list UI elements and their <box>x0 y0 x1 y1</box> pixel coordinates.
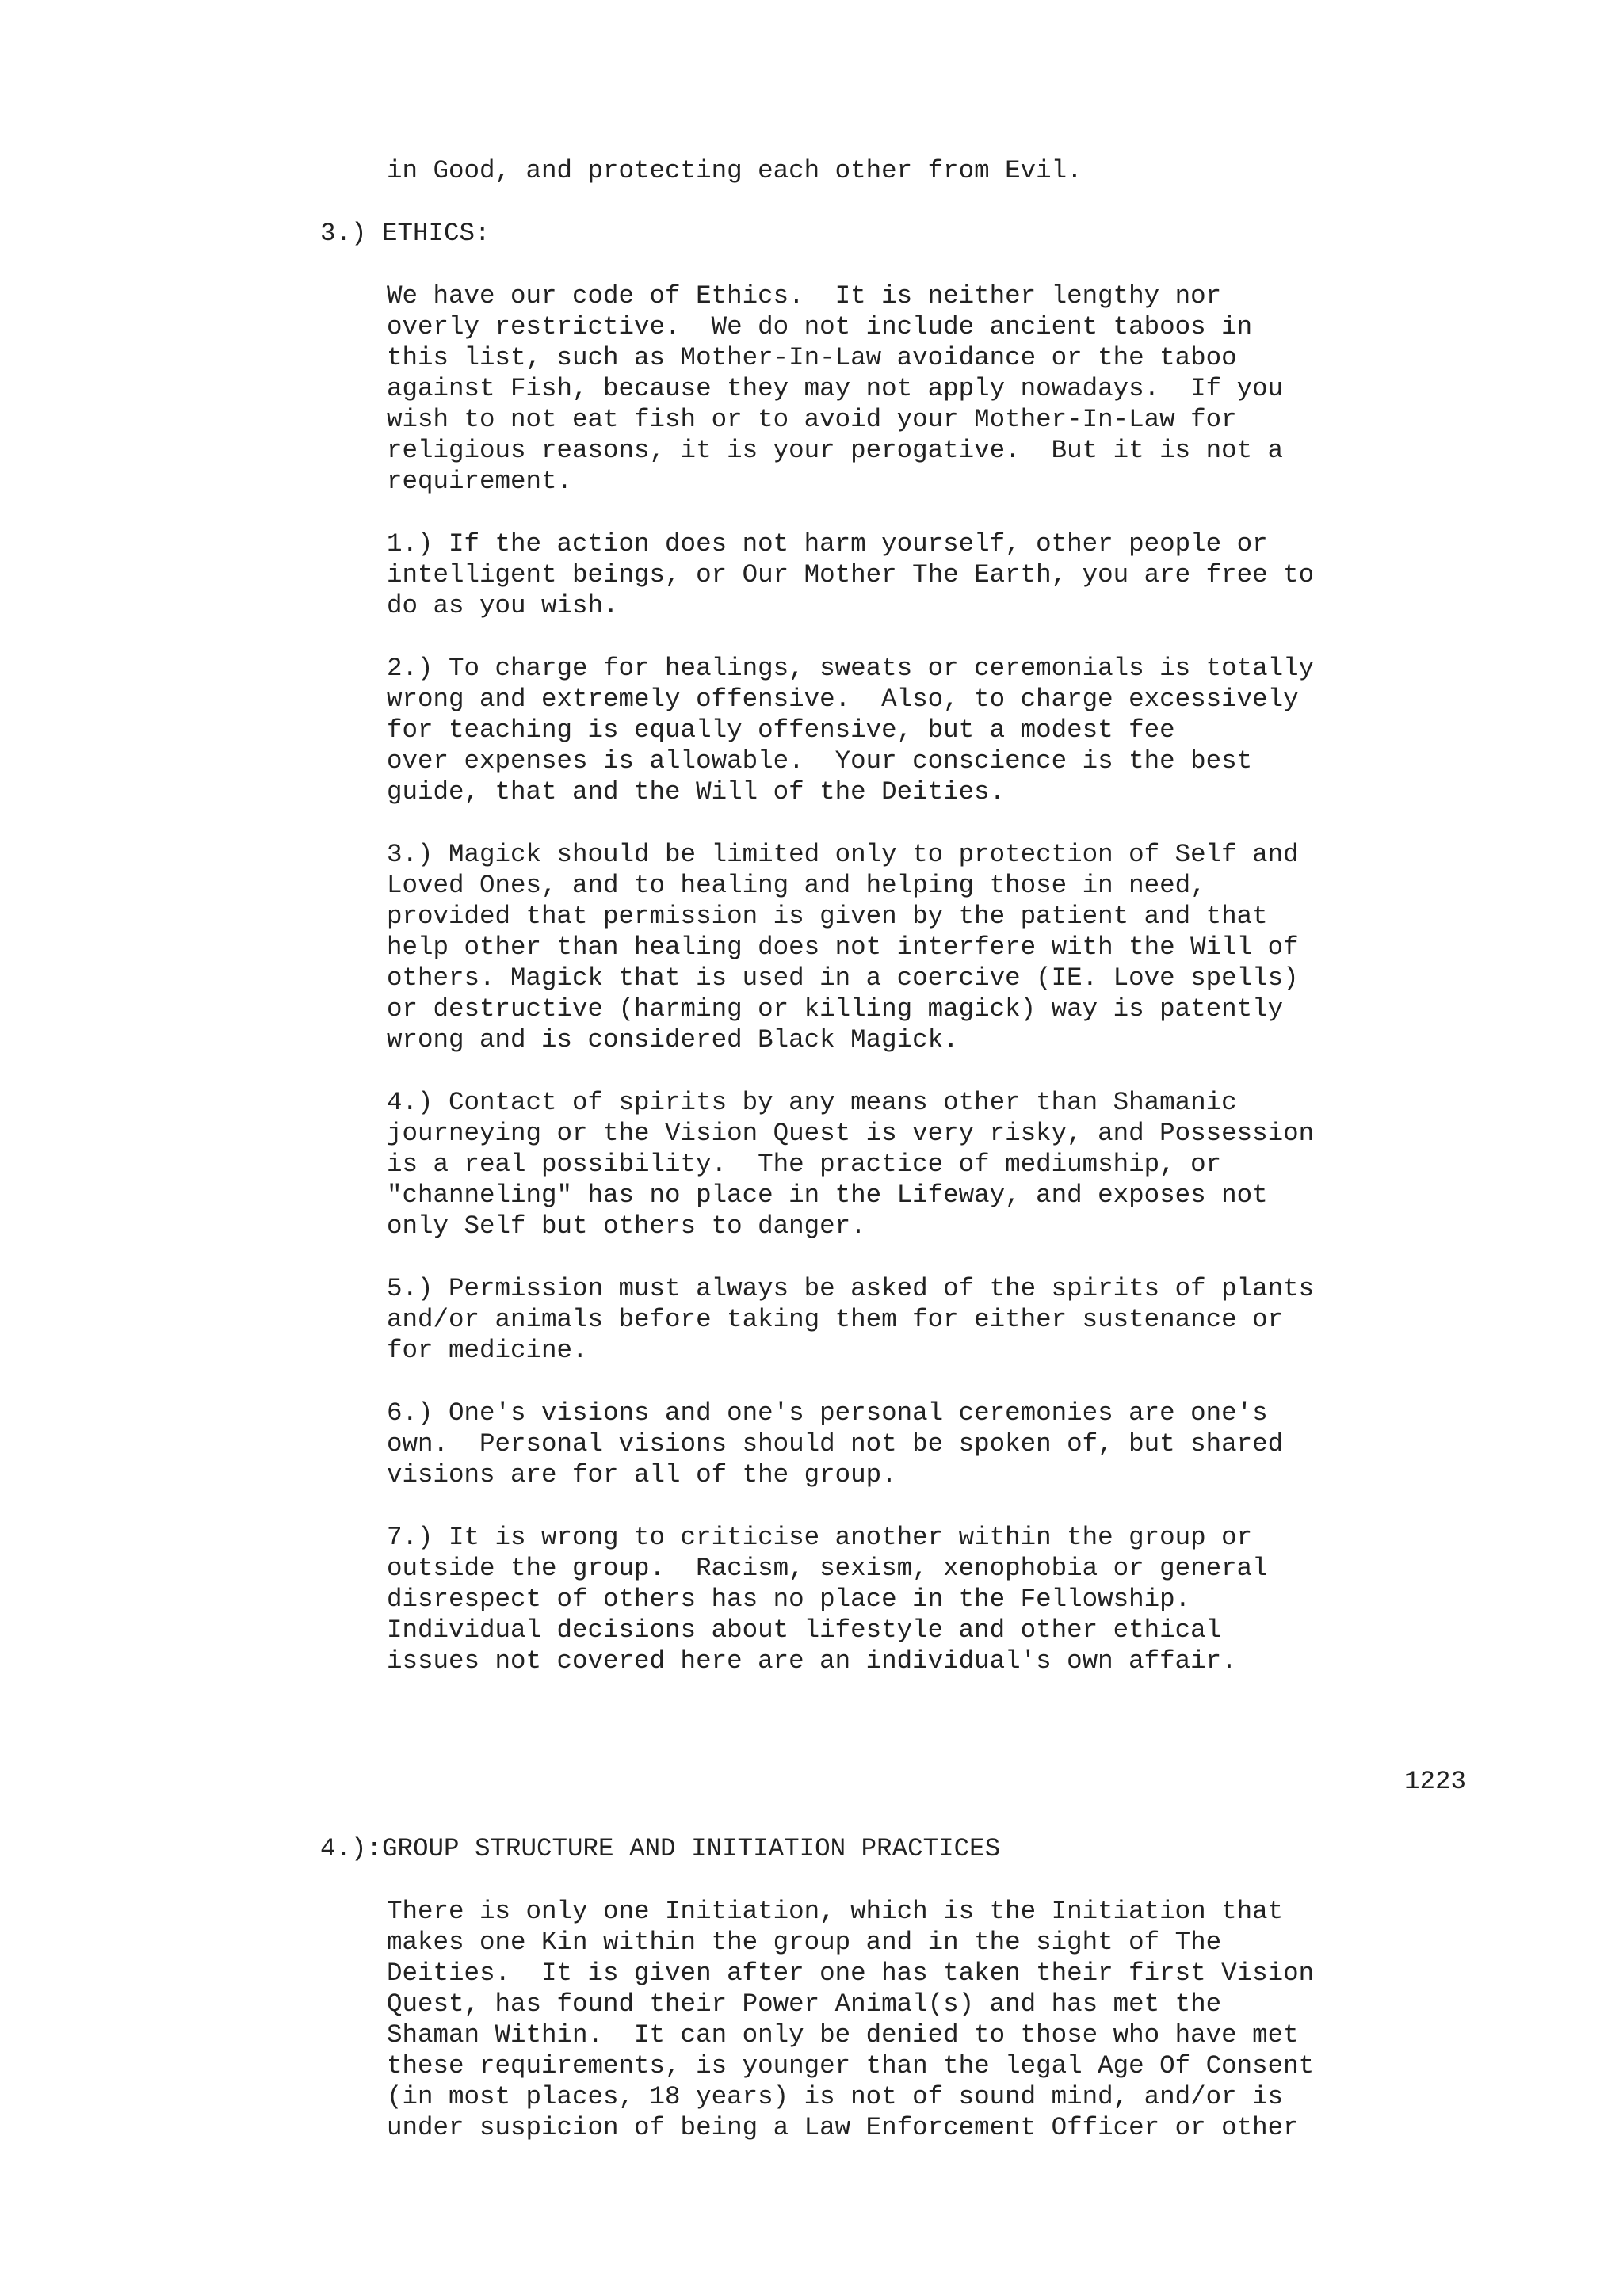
text-line: journeying or the Vision Quest is very risky, and Possession <box>387 1119 1315 1148</box>
text-line: issues not covered here are an individual's own affair. <box>387 1646 1237 1676</box>
text-line: Loved Ones, and to healing and helping those in need, <box>387 871 1206 900</box>
text-line: makes one Kin within the group and in the sight of The <box>387 1928 1222 1957</box>
text-line: or destructive (harming or killing magick) way is patently <box>387 994 1284 1024</box>
text-line: for medicine. <box>387 1336 588 1365</box>
text-line: "channeling" has no place in the Lifeway, and exposes not <box>387 1180 1268 1210</box>
text-line: intelligent beings, or Our Mother The Earth, you are free to <box>387 560 1315 589</box>
text-line: There is only one Initiation, which is the Initiation that <box>387 1897 1284 1926</box>
text-line: 4.) Contact of spirits by any means other than Shamanic <box>387 1088 1237 1117</box>
text-line: others. Magick that is used in a coercive (IE. Love spells) <box>387 963 1299 993</box>
text-line: under suspicion of being a Law Enforcement Officer or other <box>387 2113 1299 2142</box>
text-line: 5.) Permission must always be asked of the spirits of plants <box>387 1274 1315 1303</box>
text-line: own. Personal visions should not be spoken of, but shared <box>387 1429 1284 1459</box>
text-line: help other than healing does not interfere with the Will of <box>387 933 1299 962</box>
section-3-heading: 3.) ETHICS: <box>320 219 491 248</box>
text-line: religious reasons, it is your perogative. But it is not a <box>387 436 1284 465</box>
text-line: guide, that and the Will of the Deities. <box>387 777 1006 807</box>
text-line: and/or animals before taking them for either sustenance or <box>387 1305 1284 1334</box>
text-line: overly restrictive. We do not include ancient taboos in <box>387 312 1253 341</box>
section-4-heading: 4.):GROUP STRUCTURE AND INITIATION PRACTICES <box>320 1834 1001 1863</box>
text-line: outside the group. Racism, sexism, xenophobia or general <box>387 1554 1268 1583</box>
page-number: 1223 <box>1404 1766 1467 1796</box>
text-line: (in most places, 18 years) is not of sound mind, and/or is <box>387 2082 1284 2111</box>
text-line: 7.) It is wrong to criticise another within the group or <box>387 1523 1253 1552</box>
text-line: Individual decisions about lifestyle and other ethical <box>387 1615 1222 1645</box>
text-line: provided that permission is given by the patient and that <box>387 902 1268 931</box>
text-line: 2.) To charge for healings, sweats or ceremonials is totally <box>387 654 1315 683</box>
text-line: do as you wish. <box>387 591 619 620</box>
text-line: Deities. It is given after one has taken their first Vision <box>387 1958 1315 1988</box>
text-line: this list, such as Mother-In-Law avoidance or the taboo <box>387 343 1237 372</box>
text-line: 6.) One's visions and one's personal ceremonies are one's <box>387 1398 1268 1428</box>
continuation-line: in Good, and protecting each other from Evil. <box>387 156 1083 185</box>
text-line: against Fish, because they may not apply nowadays. If you <box>387 374 1284 403</box>
text-line: over expenses is allowable. Your conscience is the best <box>387 746 1253 776</box>
text-line: disrespect of others has no place in the Fellowship. <box>387 1585 1191 1614</box>
text-line: Quest, has found their Power Animal(s) and has met the <box>387 1989 1222 2019</box>
text-line: only Self but others to danger. <box>387 1211 866 1241</box>
text-line: Shaman Within. It can only be denied to those who have met <box>387 2020 1299 2050</box>
text-line: for teaching is equally offensive, but a modest fee <box>387 715 1175 745</box>
text-line: wrong and is considered Black Magick. <box>387 1025 959 1055</box>
text-line: wrong and extremely offensive. Also, to charge excessively <box>387 685 1299 714</box>
text-line: We have our code of Ethics. It is neither lengthy nor <box>387 281 1222 311</box>
text-line: wish to not eat fish or to avoid your Mother-In-Law for <box>387 405 1237 434</box>
text-line: visions are for all of the group. <box>387 1460 897 1489</box>
text-line: requirement. <box>387 467 573 496</box>
text-line: 3.) Magick should be limited only to protection of Self and <box>387 840 1299 869</box>
text-line: is a real possibility. The practice of mediumship, or <box>387 1150 1222 1179</box>
text-line: 1.) If the action does not harm yourself, other people or <box>387 529 1268 559</box>
text-line: these requirements, is younger than the legal Age Of Consent <box>387 2051 1315 2081</box>
